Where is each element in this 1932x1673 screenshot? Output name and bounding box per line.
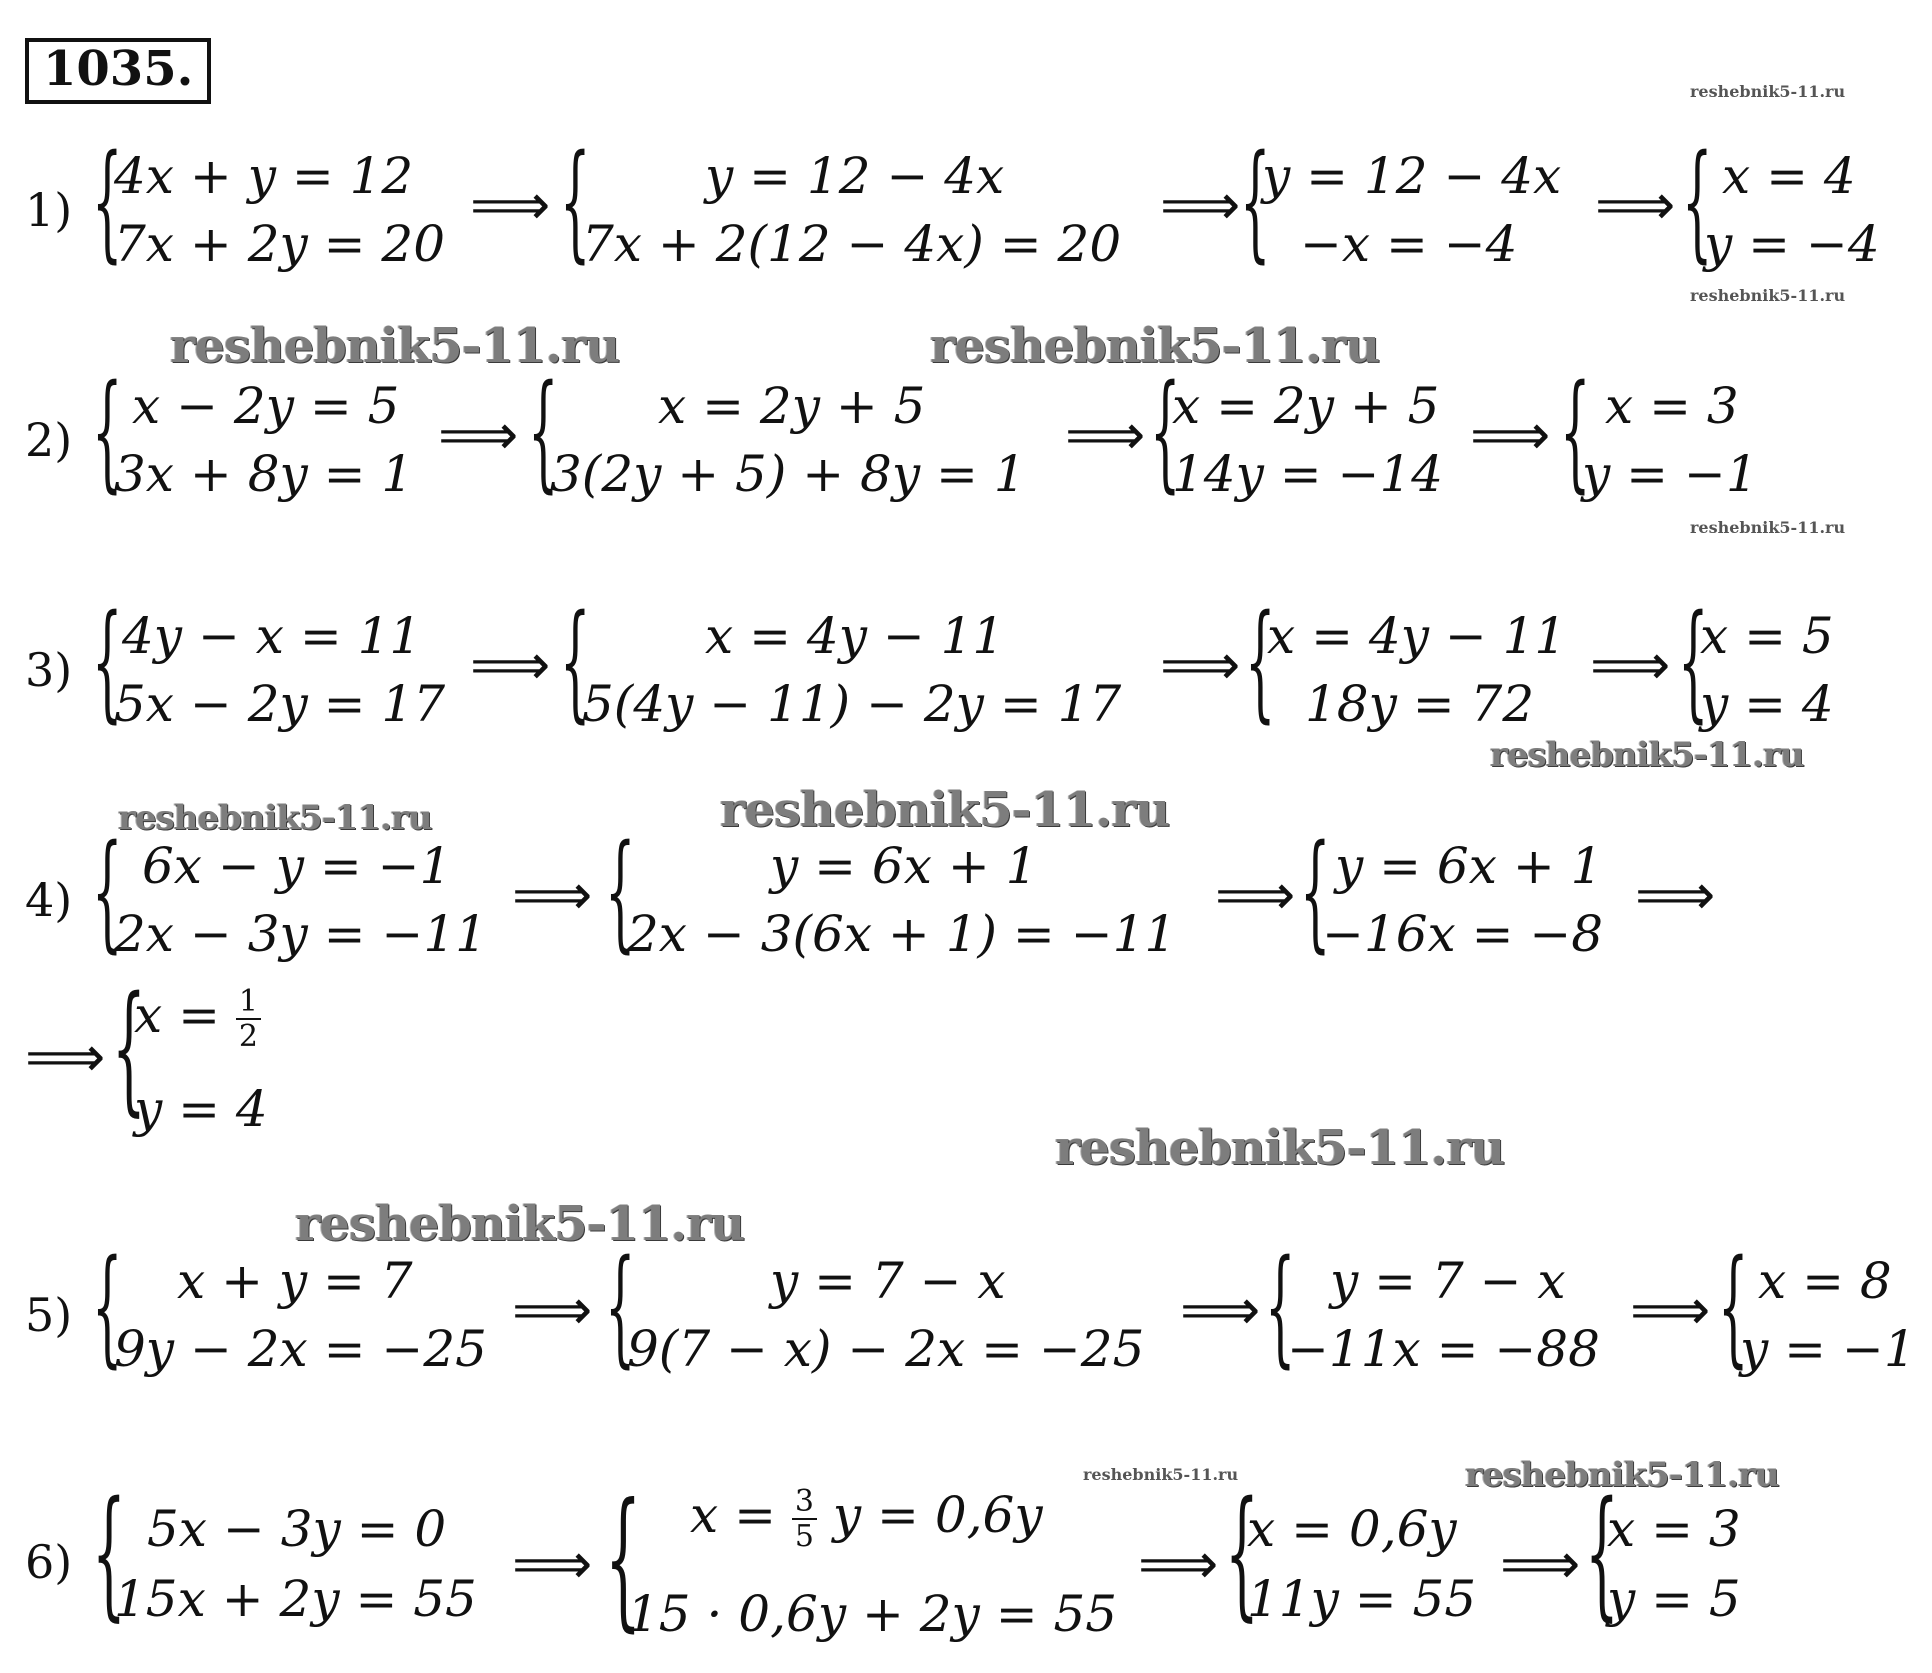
implies-arrow: ⟹ xyxy=(512,863,593,928)
brace: { xyxy=(605,818,636,965)
watermark: reshebnik5-11.ru xyxy=(295,1196,745,1252)
brace: { xyxy=(1682,128,1713,275)
watermark: reshebnik5-11.ru xyxy=(1690,82,1846,101)
watermark: reshebnik5-11.ru xyxy=(930,318,1380,374)
system xyxy=(1560,358,1780,515)
implies-arrow: ⟹ xyxy=(512,1278,593,1343)
equation: 6x − y = −1 xyxy=(142,837,452,895)
system xyxy=(92,128,472,285)
watermark: reshebnik5-11.ru xyxy=(1083,1465,1239,1484)
brace: { xyxy=(1240,128,1271,275)
watermark: reshebnik5-11.ru xyxy=(1690,518,1846,537)
brace: { xyxy=(1265,1233,1296,1380)
implies-arrow: ⟹ xyxy=(1500,1532,1581,1597)
equation: y = 12 − 4x xyxy=(1262,147,1562,205)
brace: { xyxy=(1225,1472,1259,1635)
system xyxy=(92,588,472,745)
implies-arrow: ⟹ xyxy=(470,173,551,238)
equation: x = 3 xyxy=(1605,377,1739,435)
problem-index: 6) xyxy=(25,1535,73,1589)
implies-arrow: ⟹ xyxy=(1630,1278,1711,1343)
implies-arrow: ⟹ xyxy=(25,1025,106,1090)
problem-index: 3) xyxy=(25,643,73,697)
equation: x = 8 xyxy=(1758,1252,1892,1310)
equation: 18y = 72 xyxy=(1305,675,1535,733)
implies-arrow: ⟹ xyxy=(1590,633,1671,698)
equation-lhs: x = xyxy=(690,1486,776,1544)
implies-arrow: ⟹ xyxy=(1215,863,1296,928)
equation: y = 6x + 1 xyxy=(1335,837,1603,895)
brace: { xyxy=(605,1233,636,1380)
fraction-numerator: 3 xyxy=(792,1485,817,1520)
system xyxy=(1225,1472,1485,1650)
equation xyxy=(690,1485,1043,1553)
system xyxy=(1718,1233,1918,1390)
equation: 5x − 2y = 17 xyxy=(114,675,446,733)
equation-lhs: x = xyxy=(134,986,220,1044)
equation: x = 2y + 5 xyxy=(1172,377,1440,435)
implies-arrow: ⟹ xyxy=(1160,173,1241,238)
system xyxy=(1265,1233,1625,1390)
brace: { xyxy=(1245,588,1276,735)
system xyxy=(1300,818,1620,975)
equation: y = 12 − 4x xyxy=(705,147,1005,205)
system xyxy=(1150,358,1490,515)
system xyxy=(92,1472,512,1650)
equation: 4y − x = 11 xyxy=(122,607,422,665)
fraction-numerator: 1 xyxy=(236,985,261,1020)
implies-arrow: ⟹ xyxy=(1065,403,1146,468)
equation: y = 7 − x xyxy=(770,1252,1006,1310)
implies-arrow: ⟹ xyxy=(1180,1278,1261,1343)
equation: 14y = −14 xyxy=(1172,445,1444,503)
equation: y = −1 xyxy=(1740,1320,1916,1378)
problem-index: 4) xyxy=(25,873,73,927)
implies-arrow: ⟹ xyxy=(1160,633,1241,698)
fraction-denominator: 5 xyxy=(794,1519,814,1554)
equation: x = 2y + 5 xyxy=(658,377,926,435)
equation: x = 4y − 11 xyxy=(1267,607,1567,665)
brace: { xyxy=(605,1472,642,1646)
equation: x = 5 xyxy=(1700,607,1834,665)
brace: { xyxy=(92,1472,126,1635)
watermark: reshebnik5-11.ru xyxy=(1055,1120,1505,1176)
equation: x + y = 7 xyxy=(177,1252,413,1310)
equation: 15 · 0,6y + 2y = 55 xyxy=(627,1585,1118,1643)
brace: { xyxy=(92,128,123,275)
equation: −16x = −8 xyxy=(1322,905,1604,963)
implies-arrow: ⟹ xyxy=(438,403,519,468)
brace: { xyxy=(112,967,146,1130)
system xyxy=(560,588,1160,745)
equation: 3x + 8y = 1 xyxy=(114,445,414,503)
equation: −11x = −88 xyxy=(1287,1320,1600,1378)
system xyxy=(605,1472,1165,1660)
brace: { xyxy=(560,128,591,275)
fraction xyxy=(792,1485,817,1553)
equation: y = 7 − x xyxy=(1330,1252,1566,1310)
equation: 9(7 − x) − 2x = −25 xyxy=(627,1320,1145,1378)
brace: { xyxy=(560,588,591,735)
equation: y = −1 xyxy=(1582,445,1758,503)
watermark: reshebnik5-11.ru xyxy=(1690,286,1846,305)
equation: 2x − 3y = −11 xyxy=(114,905,487,963)
equation: −x = −4 xyxy=(1300,215,1518,273)
system xyxy=(605,818,1205,975)
equation: x = 4y − 11 xyxy=(705,607,1005,665)
implies-arrow: ⟹ xyxy=(1138,1532,1219,1597)
equation xyxy=(134,985,261,1053)
equation-rhs: y = 0,6y xyxy=(832,1486,1043,1544)
system xyxy=(92,1233,512,1390)
brace: { xyxy=(1585,1472,1619,1635)
equation: 15x + 2y = 55 xyxy=(114,1570,477,1628)
brace: { xyxy=(528,358,559,505)
equation: y = 4 xyxy=(134,1080,268,1138)
equation: x = 4 xyxy=(1722,147,1856,205)
brace: { xyxy=(1560,358,1591,505)
equation: x = 0,6y xyxy=(1247,1500,1457,1558)
system xyxy=(1245,588,1605,745)
problem-index: 1) xyxy=(25,183,73,237)
equation: x − 2y = 5 xyxy=(132,377,400,435)
equation: 4x + y = 12 xyxy=(114,147,414,205)
equation: 2x − 3(6x + 1) = −11 xyxy=(627,905,1177,963)
system xyxy=(605,1233,1185,1390)
brace: { xyxy=(92,818,123,965)
watermark: reshebnik5-11.ru xyxy=(720,782,1170,838)
system xyxy=(528,358,1088,515)
brace: { xyxy=(92,588,123,735)
watermark: reshebnik5-11.ru xyxy=(118,798,432,838)
equation: y = 5 xyxy=(1607,1570,1741,1628)
system xyxy=(1240,128,1620,285)
equation: 5(4y − 11) − 2y = 17 xyxy=(582,675,1122,733)
equation: 5x − 3y = 0 xyxy=(147,1500,447,1558)
brace: { xyxy=(1718,1233,1749,1380)
implies-arrow: ⟹ xyxy=(1595,173,1676,238)
implies-arrow: ⟹ xyxy=(512,1532,593,1597)
implies-arrow: ⟹ xyxy=(470,633,551,698)
equation: y = 6x + 1 xyxy=(770,837,1038,895)
brace: { xyxy=(1300,818,1331,965)
system xyxy=(1678,588,1898,745)
system xyxy=(1682,128,1902,285)
problem-index: 2) xyxy=(25,413,73,467)
equation: y = 4 xyxy=(1700,675,1834,733)
brace: { xyxy=(92,358,123,505)
system xyxy=(1585,1472,1785,1650)
fraction xyxy=(236,985,261,1053)
implies-arrow: ⟹ xyxy=(1635,863,1716,928)
brace: { xyxy=(92,1233,123,1380)
watermark: reshebnik5-11.ru xyxy=(1465,1455,1779,1495)
brace: { xyxy=(1150,358,1181,505)
brace: { xyxy=(1678,588,1709,735)
equation: 7x + 2y = 20 xyxy=(114,215,446,273)
system xyxy=(92,358,472,515)
system xyxy=(560,128,1160,285)
equation: 11y = 55 xyxy=(1247,1570,1477,1628)
fraction-denominator: 2 xyxy=(238,1019,258,1054)
equation: 9y − 2x = −25 xyxy=(114,1320,487,1378)
equation: y = −4 xyxy=(1704,215,1880,273)
equation: x = 3 xyxy=(1607,1500,1741,1558)
equation: 3(2y + 5) + 8y = 1 xyxy=(550,445,1026,503)
watermark: reshebnik5-11.ru xyxy=(1490,735,1804,775)
task-number: 1035. xyxy=(25,38,211,104)
watermark: reshebnik5-11.ru xyxy=(170,318,620,374)
problem-index: 5) xyxy=(25,1288,73,1342)
implies-arrow: ⟹ xyxy=(1470,403,1551,468)
system xyxy=(112,967,332,1145)
equation: 7x + 2(12 − 4x) = 20 xyxy=(582,215,1122,273)
